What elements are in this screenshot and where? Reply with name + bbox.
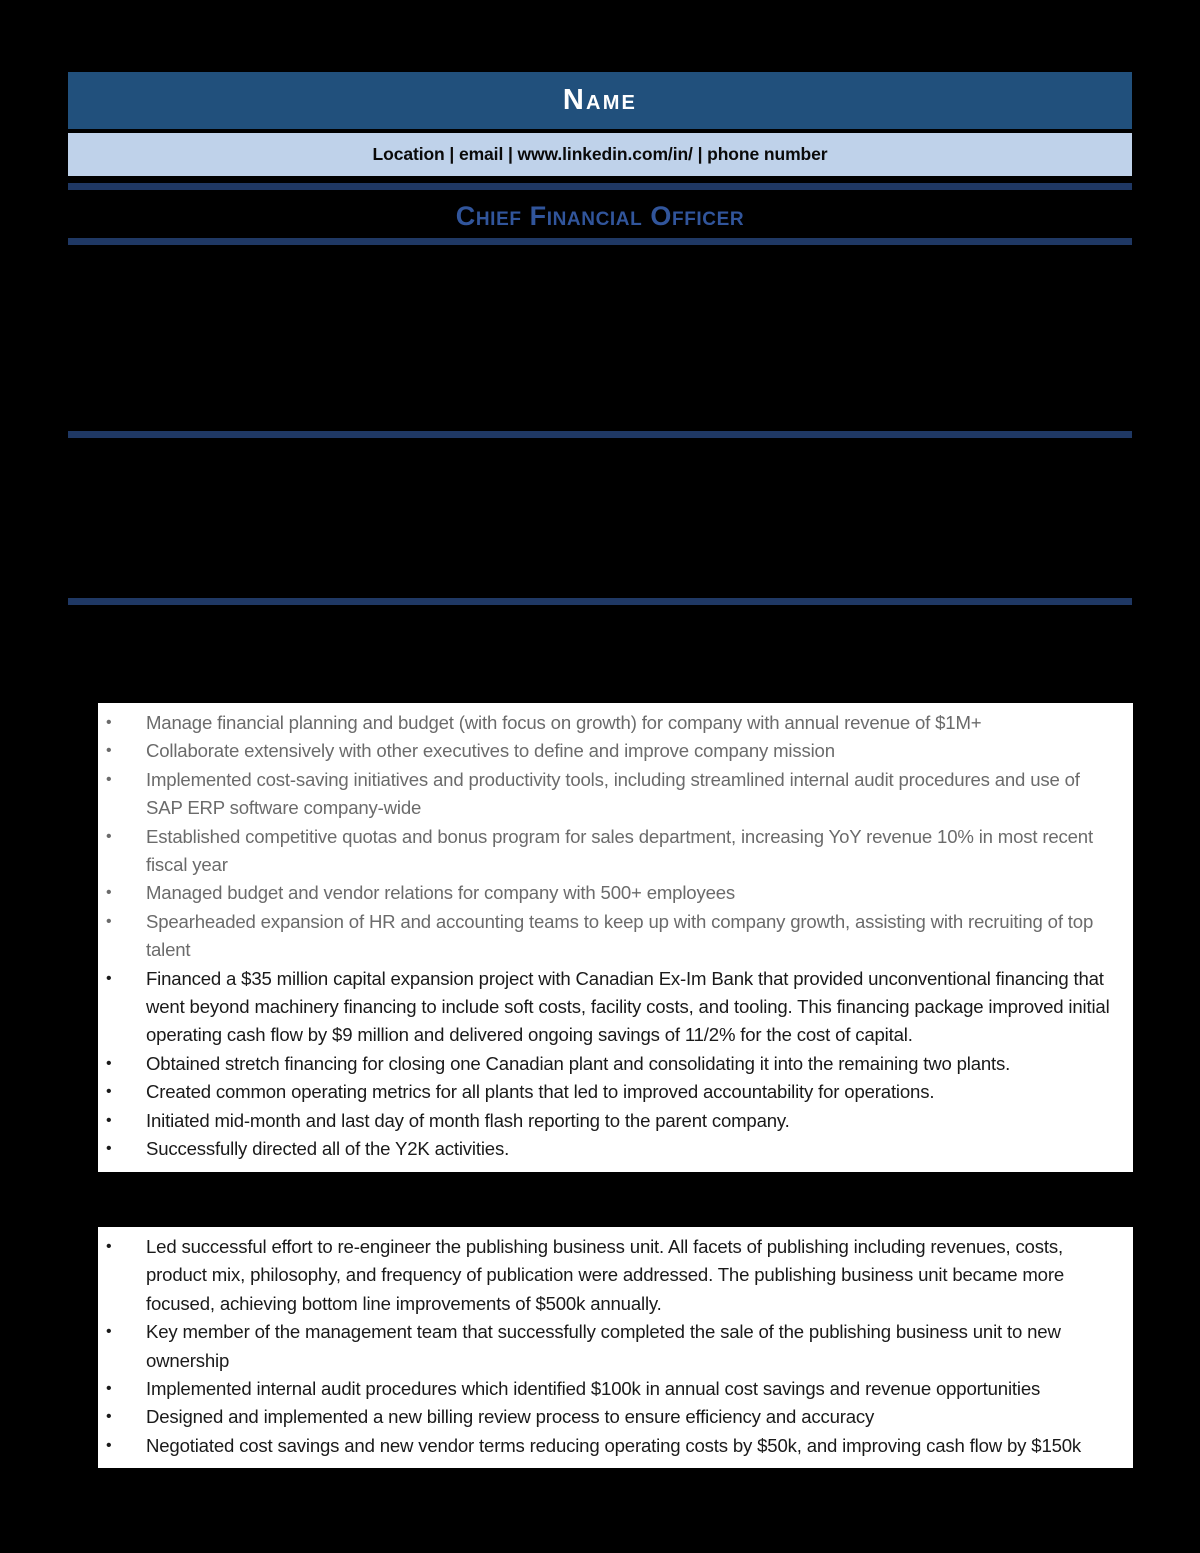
experience-block-one: [98, 703, 1133, 1172]
list-item: • Implemented internal audit procedures which identified $100k in annual cost savings and revenue opportunities: [98, 1375, 1119, 1403]
bullet-list: [98, 1233, 1119, 1460]
bullet-list: [98, 709, 1119, 1164]
experience-block-two: [98, 1227, 1133, 1468]
list-item: • Established competitive quotas and bonus program for sales department, increasing YoY revenue 10% in most recent fiscal year: [98, 823, 1119, 880]
job-title: Chief Financial Officer: [455, 200, 745, 231]
list-item: • Manage financial planning and budget (with focus on growth) for company with annual revenue of $1M+: [98, 709, 1119, 737]
list-item: • Created common operating metrics for all plants that led to improved accountability for operations.: [98, 1078, 1119, 1106]
list-item: • Negotiated cost savings and new vendor terms reducing operating costs by $50k, and improving cash flow by $150k: [98, 1432, 1119, 1460]
list-item: • Implemented cost-saving initiatives and productivity tools, including streamlined internal audit procedures and use of SAP ERP software company-wide: [98, 766, 1119, 823]
divider-top: [68, 183, 1132, 190]
divider-section-three: [68, 598, 1132, 605]
contact-banner: [68, 133, 1132, 176]
list-item: • Financed a $35 million capital expansion project with Canadian Ex-Im Bank that provided unconventional financing that went beyond machinery financing to include soft costs, facility costs, and tooling. This financing package improved initial operating cash flow by $9 million and delivered ongoing savings of 11/2% for the cost of capital.: [98, 965, 1119, 1050]
contact-line: Location | email | www.linkedin.com/in/ | phone number: [372, 144, 828, 164]
list-item: • Led successful effort to re-engineer the publishing business unit. All facets of publishing including revenues, costs, product mix, philosophy, and frequency of publication were addressed. The publishing business unit became more focused, achieving bottom line improvements of $500k annually.: [98, 1233, 1119, 1318]
page-title: Name: [562, 84, 638, 116]
list-item: • Collaborate extensively with other executives to define and improve company mission: [98, 737, 1119, 765]
list-item: • Spearheaded expansion of HR and accounting teams to keep up with company growth, assisting with recruiting of top talent: [98, 908, 1119, 965]
divider-section-two: [68, 431, 1132, 438]
job-title-row: [68, 198, 1132, 234]
list-item: • Successfully directed all of the Y2K activities.: [98, 1135, 1119, 1163]
name-banner: [68, 72, 1132, 129]
list-item: • Initiated mid-month and last day of month flash reporting to the parent company.: [98, 1107, 1119, 1135]
list-item: • Obtained stretch financing for closing one Canadian plant and consolidating it into the remaining two plants.: [98, 1050, 1119, 1078]
list-item: • Managed budget and vendor relations for company with 500+ employees: [98, 879, 1119, 907]
divider-under-job-title: [68, 238, 1132, 245]
list-item: • Designed and implemented a new billing review process to ensure efficiency and accuracy: [98, 1403, 1119, 1431]
list-item: • Key member of the management team that successfully completed the sale of the publishing business unit to new ownership: [98, 1318, 1119, 1375]
